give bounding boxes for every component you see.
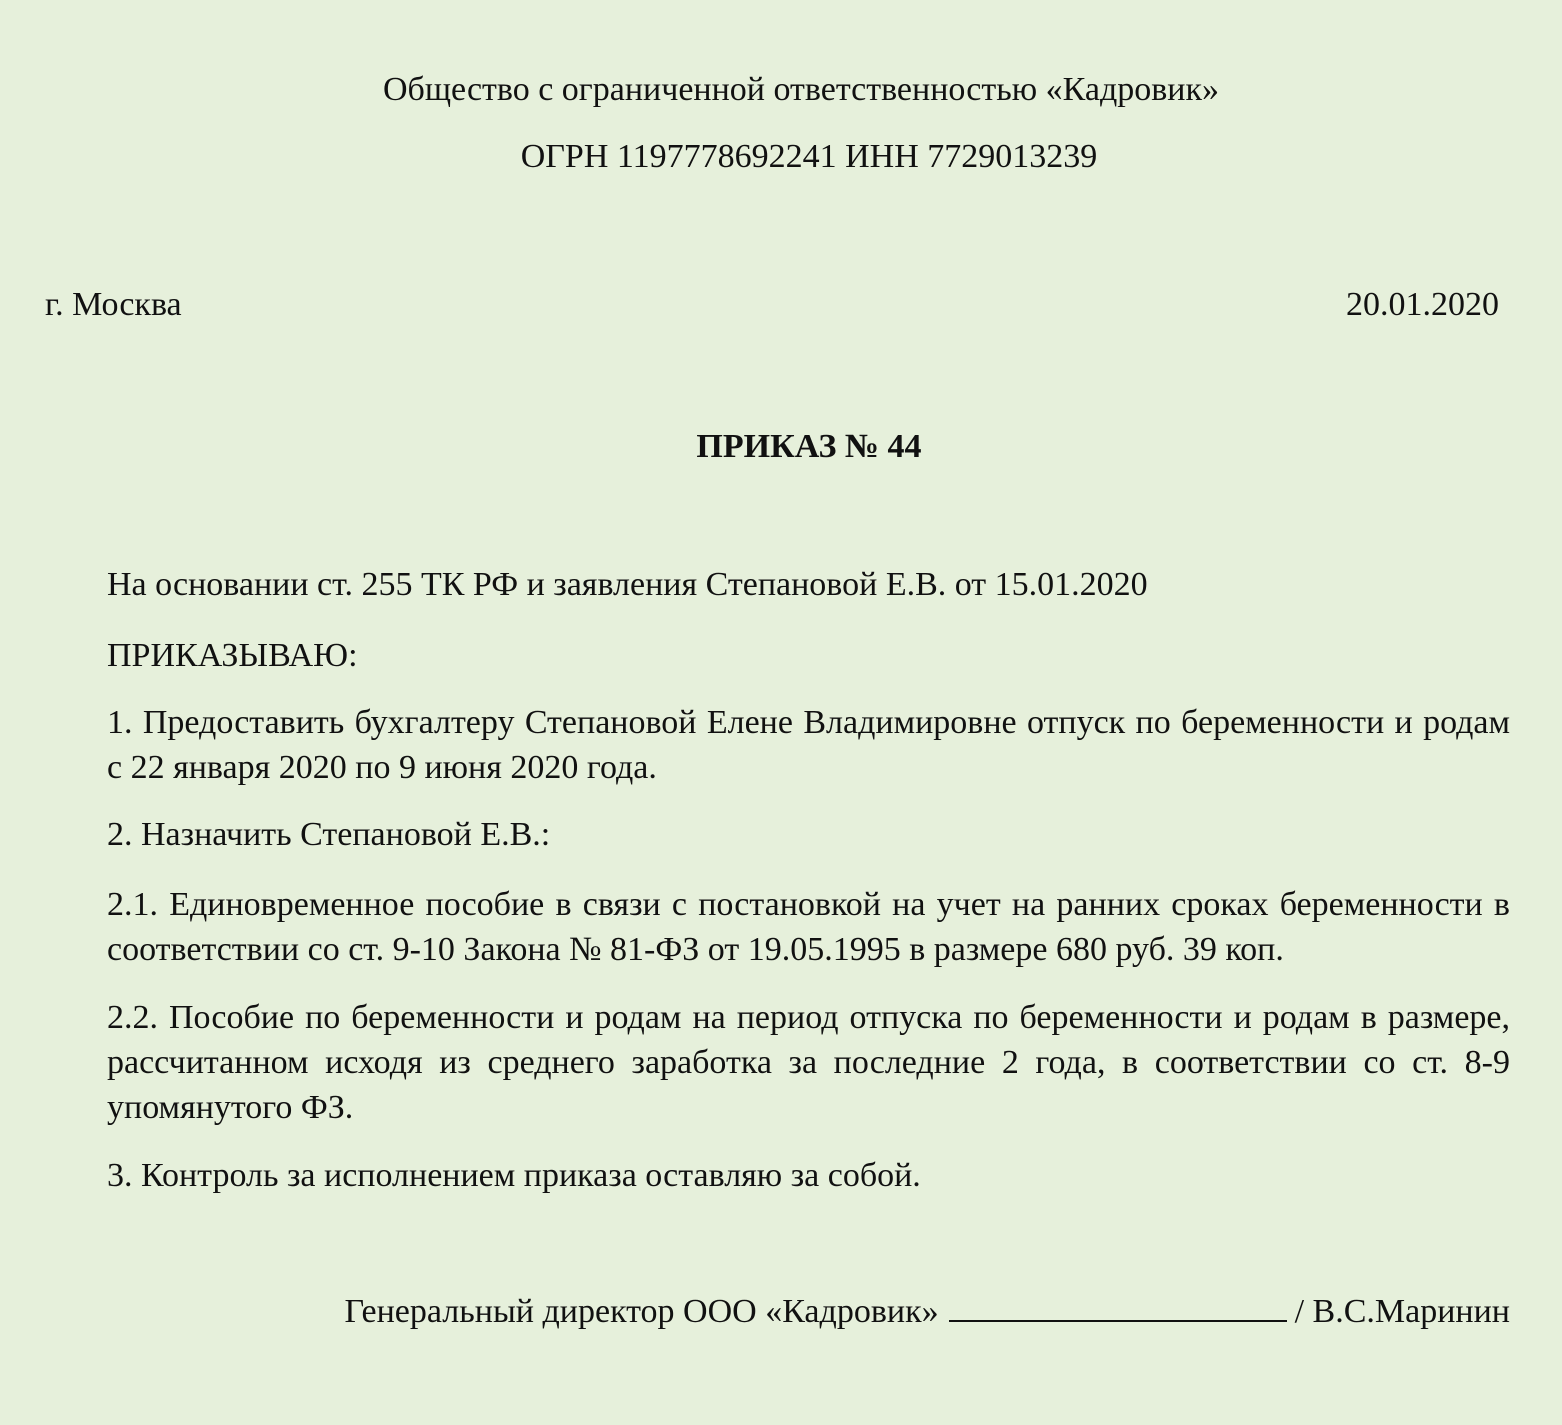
basis-text: На основании ст. 255 ТК РФ и заявления Степановой Е.В. от 15.01.2020 — [107, 566, 1148, 603]
order-word-paragraph — [107, 633, 1510, 678]
item-3-text: 3. Контроль за исполнением приказа оставляю за собой. — [107, 1157, 921, 1194]
order-word-text: ПРИКАЗЫВАЮ: — [107, 637, 358, 674]
basis-paragraph — [107, 562, 1510, 607]
item-2-1-paragraph — [107, 882, 1510, 972]
item-2-1-text: 2.1. Единовременное пособие в связи с постановкой на учет на ранних сроках беременности в соответствии со ст. 9-10 Закона № 81-ФЗ от 19.05.1995 в размере 680 руб. 39 коп. — [107, 886, 1510, 968]
signer-position: Генеральный директор ООО «Кадровик» — [344, 1293, 939, 1330]
organization-name: Общество с ограниченной ответственностью «Кадровик» — [382, 71, 1220, 108]
item-2-paragraph — [107, 812, 1510, 857]
document-date: 20.01.2020 — [1346, 286, 1499, 323]
item-1-text: 1. Предоставить бухгалтеру Степановой Елене Владимировне отпуск по беременности и родам с 22 января 2020 по 9 июня 2020 года. — [107, 704, 1510, 786]
item-1-paragraph — [107, 700, 1510, 790]
document-title: ПРИКАЗ № 44 — [696, 428, 922, 465]
document-place: г. Москва — [45, 286, 182, 323]
item-3-paragraph — [107, 1153, 1510, 1198]
item-2-2-paragraph — [107, 995, 1510, 1130]
signature-block — [344, 1290, 1510, 1332]
item-2-2-text: 2.2. Пособие по беременности и родам на период отпуска по беременности и родам в размере, рассчитанном исходя из среднего заработка за последние 2 года, в соответствии со ст. 8-9 упомянутого ФЗ. — [107, 999, 1510, 1126]
organization-identifiers: ОГРН 1197778692241 ИНН 7729013239 — [520, 138, 1098, 175]
item-2-text: 2. Назначить Степановой Е.В.: — [107, 816, 551, 853]
signature-line — [949, 1290, 1287, 1322]
signer-name: / В.С.Маринин — [1294, 1293, 1510, 1330]
